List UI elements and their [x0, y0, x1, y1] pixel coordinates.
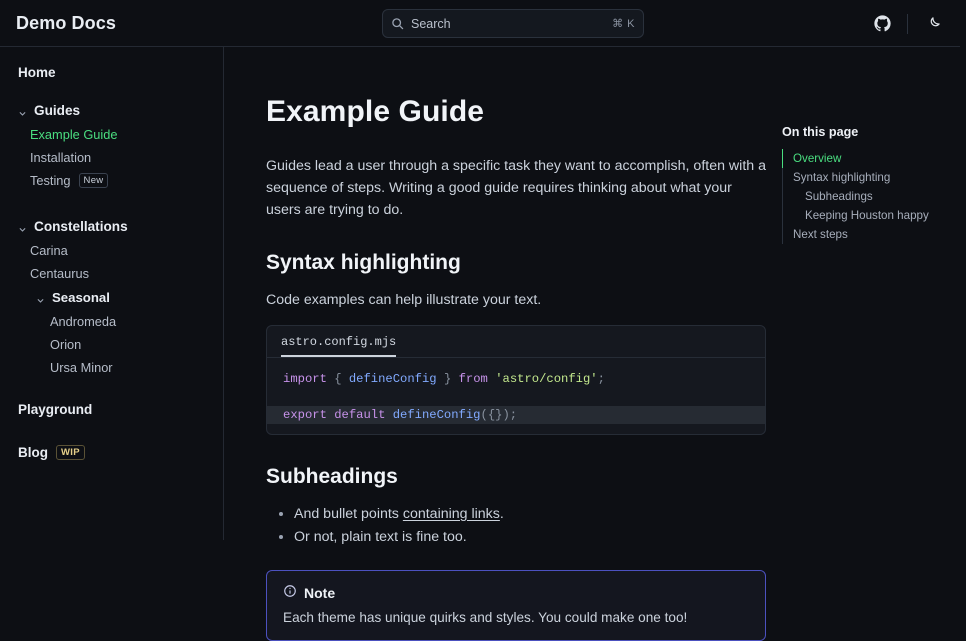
site-header — [0, 0, 960, 47]
sidebar-item-blog[interactable] — [0, 440, 223, 465]
sidebar — [0, 47, 224, 540]
table-of-contents — [766, 47, 966, 540]
inline-link[interactable]: containing links — [402, 506, 500, 522]
moon-icon[interactable] — [922, 13, 944, 35]
code-line — [267, 388, 765, 406]
list-item — [294, 503, 766, 526]
chevron-down-icon — [18, 222, 27, 231]
sidebar-item-testing[interactable] — [0, 169, 223, 192]
sidebar-item-centaurus[interactable] — [0, 262, 223, 285]
sidebar-item-andromeda[interactable] — [0, 310, 223, 333]
intro-paragraph: Guides lead a user through a specific task they want to accomplish, often with a sequence of steps. Writing a good guide requires thinking about what your users are trying to do. — [266, 158, 766, 218]
header-divider — [907, 14, 908, 34]
note-header — [283, 584, 749, 601]
info-icon — [283, 584, 297, 601]
code-tabs — [267, 326, 765, 358]
list-item — [294, 526, 766, 549]
sidebar-item-home[interactable]: Home — [18, 65, 56, 80]
sidebar-group-constellations — [0, 214, 223, 379]
toc-item-next-steps[interactable]: Next steps — [782, 225, 952, 244]
note-callout — [266, 570, 766, 641]
code-line: import { defineConfig } from 'astro/config'; — [283, 372, 605, 386]
search-input[interactable] — [382, 9, 644, 38]
list-item-text: And bullet points — [294, 506, 403, 522]
toc-item-syntax-highlighting[interactable]: Syntax highlighting — [782, 168, 952, 187]
sidebar-item-label: Blog — [18, 445, 48, 460]
syntax-paragraph: Code examples can help illustrate your text. — [266, 292, 542, 308]
github-icon[interactable] — [871, 13, 893, 35]
sidebar-item-label: Centaurus — [30, 266, 90, 281]
list-item-text: Or not, plain text is fine too. — [294, 528, 467, 545]
search-placeholder: Search — [411, 16, 451, 31]
search-shortcut: ⌘ K — [612, 18, 635, 30]
sidebar-item-carina[interactable] — [0, 239, 223, 262]
list-item-suffix: . — [499, 506, 504, 522]
sidebar-group-label: Seasonal — [52, 290, 110, 305]
search-icon — [391, 17, 404, 30]
chevron-down-icon — [18, 106, 27, 115]
toc-title: On this page — [782, 125, 859, 139]
sidebar-item-label: Carina — [30, 243, 68, 258]
site-title[interactable]: Demo Docs — [16, 12, 116, 33]
sidebar-item-ursa-minor[interactable] — [0, 356, 223, 379]
code-filename-tab[interactable]: astro.config.mjs — [281, 335, 396, 357]
sidebar-item-label: Example Guide — [30, 127, 118, 142]
sidebar-group-header-seasonal[interactable] — [0, 285, 223, 310]
toc-item-keeping-houston-happy[interactable]: Keeping Houston happy — [782, 206, 952, 225]
toc-list — [782, 149, 952, 244]
code-block — [266, 325, 766, 435]
note-title-text: Note — [304, 584, 336, 601]
sidebar-item-label: Installation — [30, 150, 92, 165]
sidebar-item-label: Ursa Minor — [50, 360, 113, 375]
chevron-down-icon — [36, 293, 45, 302]
heading-syntax-highlighting: Syntax highlighting — [266, 251, 461, 274]
code-body — [267, 358, 765, 434]
sidebar-item-label: Playground — [18, 402, 93, 417]
sidebar-item-label: Andromeda — [50, 314, 117, 329]
sidebar-item-label: Testing — [30, 173, 71, 188]
note-body-text: Each theme has unique quirks and styles. You could make one too! — [283, 610, 688, 626]
toc-item-subheadings[interactable]: Subheadings — [782, 187, 952, 206]
page-layout — [0, 47, 960, 626]
sidebar-group-guides — [0, 98, 223, 192]
bullet-list — [294, 503, 766, 548]
search-container[interactable] — [382, 9, 644, 38]
sidebar-item-installation[interactable] — [0, 146, 223, 169]
page-title: Example Guide — [266, 95, 485, 128]
sidebar-group-header-guides[interactable] — [0, 98, 223, 123]
main-content — [224, 47, 766, 626]
code-line-highlighted: export default defineConfig({}); — [267, 406, 765, 424]
status-badge: WIP — [56, 445, 85, 460]
status-badge: New — [79, 173, 109, 188]
sidebar-item-orion[interactable] — [0, 333, 223, 356]
sidebar-item-example-guide[interactable] — [0, 123, 223, 146]
header-actions — [871, 0, 944, 47]
sidebar-item-label: Orion — [50, 337, 82, 352]
sidebar-group-label: Constellations — [34, 219, 128, 234]
sidebar-group-header-constellations[interactable] — [0, 214, 223, 239]
heading-subheadings: Subheadings — [266, 465, 398, 488]
toc-item-overview[interactable]: Overview — [782, 149, 952, 168]
sidebar-item-playground[interactable] — [0, 397, 223, 422]
sidebar-group-label: Guides — [34, 103, 81, 118]
